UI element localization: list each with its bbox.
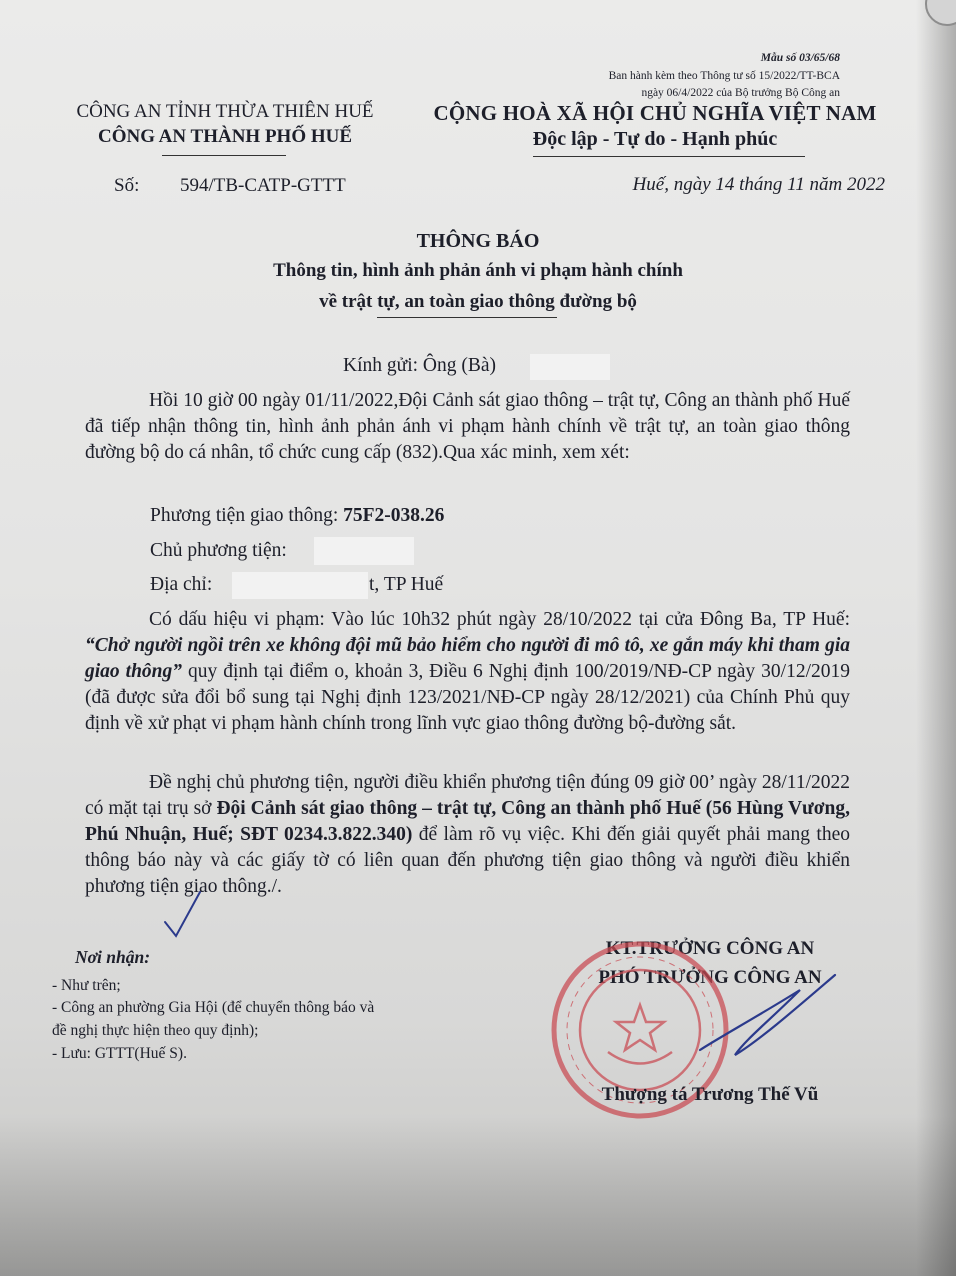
recipient-item: đề nghị thực hiện theo quy định); [52,1022,259,1039]
recipients-title: Nơi nhận: [75,947,151,967]
address-tail: t, TP Huế [369,574,444,595]
address-label: Địa chỉ: [150,574,213,595]
violation-quote: “Chở người ngồi trên xe không đội mũ bảo hiểm cho người đi mô tô, xe gắn máy khi tham gia giao thông” [85,635,850,682]
greeting: Kính gửi: Ông (Bà) [343,355,497,376]
checkmark [165,892,200,936]
signature-title-2: PHÓ TRƯỞNG CÔNG AN [598,967,822,988]
document-number: 594/TB-CATP-GTTT [180,175,346,196]
request-text-end: để làm rõ vụ việc. Khi đến giải quyết phải mang theo thông báo này và các giấy tờ có liên quan đến phương tiện giao thông và người điều khiển phương tiện giao thông./. [85,824,850,897]
recipient-item: - Như trên; [52,977,121,994]
form-number: Mẫu số 03/65/68 [760,52,840,64]
issuing-org-name: CÔNG AN THÀNH PHỐ HUẾ [97,126,353,147]
violation-text-start: Có dấu hiệu vi phạm: Vào lúc 10h32 phút ngày 28/10/2022 tại cửa Đông Ba, TP Huế: [149,609,850,630]
document-date: Huế, ngày 14 tháng 11 năm 2022 [632,174,885,195]
recipient-item: - Công an phường Gia Hội (để chuyển thông báo và [52,999,375,1016]
issuing-org-parent: CÔNG AN TỈNH THỪA THIÊN HUẾ [76,101,374,122]
form-reference-line-2: ngày 06/4/2022 của Bộ trưởng Bộ Công an [641,87,840,99]
nation-name: CỘNG HOÀ XÃ HỘI CHỦ NGHĨA VIỆT NAM [433,101,877,125]
document-subtitle-1: Thông tin, hình ảnh phản ánh vi phạm hành chính [273,260,683,281]
owner-label: Chủ phương tiện: [150,540,287,561]
violation-text-end: quy định tại điểm o, khoản 3, Điều 6 Nghị định 100/2019/NĐ-CP ngày 30/12/2019 (đã được sửa đổi bổ sung tại Nghị định 123/2021/NĐ-CP ngày 28/12/2021) của Chính Phủ quy định về xử phạt vi phạm hành chính trong lĩnh vực giao thông đường bộ-đường sắt. [85,661,850,734]
document-subtitle-2: về trật tự, an toàn giao thông đường bộ [319,291,637,312]
request-location: Đội Cảnh sát giao thông – trật tự, Công an thành phố Huế (56 Hùng Vương, Phú Nhuận, Huế; SĐT 0234.3.822.340) [85,798,850,845]
form-reference-line-1: Ban hành kèm theo Thông tư số 15/2022/TT-BCA [608,70,840,82]
request-text-start: Đề nghị chủ phương tiện, người điều khiển phương tiện đúng 09 giờ 00’ ngày 28/11/2022 có mặt tại trụ sở [85,772,850,819]
vehicle-label: Phương tiện giao thông: [150,505,339,526]
national-motto: Độc lập - Tự do - Hạnh phúc [532,128,778,150]
document-number-label: Số: [114,175,140,196]
vehicle-plate: 75F2-038.26 [343,505,445,526]
document-title: THÔNG BÁO [416,230,540,252]
handwritten-signature [700,975,835,1055]
signature-title-1: KT.TRƯỞNG CÔNG AN [605,938,815,959]
signer-name: Thượng tá Trương Thế Vũ [601,1084,819,1105]
recipient-item: - Lưu: GTTT(Huế S). [52,1045,187,1062]
intro-paragraph: Hồi 10 giờ 00 ngày 01/11/2022,Đội Cảnh sát giao thông – trật tự, Công an thành phố Huế đã tiếp nhận thông tin, hình ảnh phản ánh vi phạm hành chính về trật tự, an toàn giao thông đường bộ do cá nhân, tổ chức cung cấp (832).Qua xác minh, xem xét: [85,390,850,463]
